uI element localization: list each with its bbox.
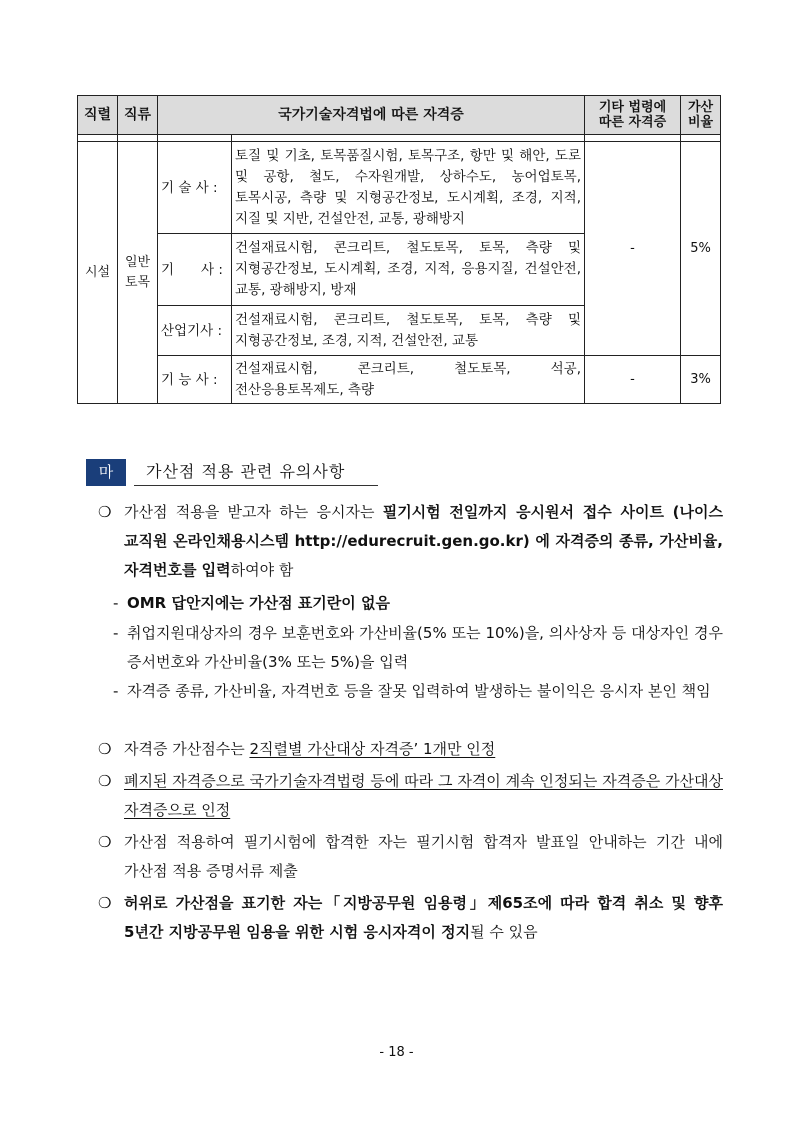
note-text: 될 수 있음 bbox=[470, 923, 538, 941]
cert-list: 토질 및 기초, 토목품질시험, 토목구조, 항만 및 해안, 도로 및 공항, 철도, 수자원개발, 상하수도, 농어업토목, 토목시공, 측량 및 지형공간정보, 도시계획, 조경, 지적, 지질 및 지반, 건설안전, 교통, 광해방지 bbox=[232, 142, 585, 234]
note-item bbox=[98, 498, 723, 585]
cell-other-cert: - bbox=[585, 142, 681, 356]
dash-marker: - bbox=[113, 624, 119, 642]
table-row bbox=[78, 356, 721, 404]
note-item bbox=[98, 889, 723, 947]
header-other-line1: 기타 법령에 bbox=[598, 100, 667, 115]
cell-other-cert: - bbox=[585, 356, 681, 404]
dash-marker: - bbox=[113, 594, 119, 612]
page-number: - 18 - bbox=[379, 1045, 414, 1060]
series-line2: 토목 bbox=[124, 274, 151, 290]
note-text: 자격증 가산점수는 bbox=[124, 740, 250, 758]
note-text-underlined: 폐지된 자격증으로 국가기술자격법령 등에 따라 그 자격이 계속 인정되는 자격증은 가산대상 자격증으로 인정 bbox=[124, 772, 723, 819]
note-text: 가산점 적용하여 필기시험에 합격한 자는 필기시험 합격자 발표일 안내하는 기간 내에 가산점 적용 증명서류 제출 bbox=[124, 833, 723, 880]
table-spacer-row bbox=[78, 135, 721, 142]
header-other-cert bbox=[585, 96, 681, 135]
note-text: 하여야 함 bbox=[230, 561, 294, 579]
bullet-circle-icon: ❍ bbox=[98, 503, 112, 521]
cert-list: 건설재료시험, 콘크리트, 철도토목, 토목, 측량 및 지형공간정보, 도시계획, 조경, 지적, 응용지질, 건설안전, 교통, 광해방지, 방재 bbox=[232, 234, 585, 306]
sub-note-item bbox=[113, 589, 723, 618]
cell-bonus-rate: 5% bbox=[681, 142, 721, 356]
cert-level-label: 기 능 사 : bbox=[158, 356, 232, 404]
section-title: 가산점 적용 관련 유의사항 bbox=[134, 459, 378, 486]
bullet-circle-icon: ❍ bbox=[98, 740, 112, 758]
header-series: 직류 bbox=[118, 96, 158, 135]
series-line1: 일반 bbox=[124, 254, 151, 270]
header-bonus-rate bbox=[681, 96, 721, 135]
dash-marker: - bbox=[113, 682, 119, 700]
section-badge: 마 bbox=[86, 459, 126, 486]
table-row bbox=[78, 142, 721, 234]
note-item bbox=[98, 767, 723, 825]
table-header-row bbox=[78, 96, 721, 135]
note-item bbox=[98, 828, 723, 886]
header-national-cert: 국가기술자격법에 따른 자격증 bbox=[158, 96, 585, 135]
sub-note-item bbox=[113, 619, 723, 677]
header-bonus-line1: 가산 bbox=[687, 100, 714, 115]
header-grade: 직렬 bbox=[78, 96, 118, 135]
header-bonus-line2: 비율 bbox=[687, 115, 714, 130]
cert-level-label: 기 술 사 : bbox=[158, 142, 232, 234]
note-item bbox=[98, 735, 723, 764]
cert-level-label: 기 사 : bbox=[158, 234, 232, 306]
header-other-line2: 따른 자격증 bbox=[598, 115, 667, 130]
note-text: 가산점 적용을 받고자 하는 응시자는 bbox=[124, 503, 383, 521]
sub-note-text: 취업지원대상자의 경우 보훈번호와 가산비율(5% 또는 10%)을, 의사상자 등 대상자인 경우 증서번호와 가산비율(3% 또는 5%)을 입력 bbox=[127, 624, 723, 671]
note-text-underlined: 2직렬별 가산대상 자격증’ 1개만 인정 bbox=[249, 740, 496, 758]
cert-list: 건설재료시험, 콘크리트, 철도토목, 토목, 측량 및 지형공간정보, 조경, 지적, 건설안전, 교통 bbox=[232, 306, 585, 356]
sub-note-text: 자격증 종류, 가산비율, 자격번호 등을 잘못 입력하여 발생하는 불이익은 응시자 본인 책임 bbox=[127, 682, 711, 700]
bullet-circle-icon: ❍ bbox=[98, 894, 112, 912]
sub-note-item bbox=[113, 677, 723, 706]
bullet-circle-icon: ❍ bbox=[98, 772, 112, 790]
cell-bonus-rate: 3% bbox=[681, 356, 721, 404]
cert-list: 건설재료시험, 콘크리트, 철도토목, 석공, 전산응용토목제도, 측량 bbox=[232, 356, 585, 404]
cert-level-label: 산업기사 : bbox=[158, 306, 232, 356]
note-text-bold: 필기시험 전일까지 응시원서 접수 사이트 (나이스 교직원 온라인채용시스템 http://edurecruit.gen.go.kr) 에 자격증의 종류, 가산비율, 자격번호를 입력 bbox=[124, 503, 723, 579]
sub-note-text: OMR 답안지에는 가산점 표기란이 없음 bbox=[127, 594, 390, 612]
cell-grade: 시설 bbox=[78, 142, 118, 404]
cell-series bbox=[118, 142, 158, 404]
bullet-circle-icon: ❍ bbox=[98, 833, 112, 851]
certificate-table bbox=[77, 95, 721, 404]
note-text-bold: 허위로 가산점을 표기한 자는「지방공무원 임용령」제65조에 따라 합격 취소 및 향후 5년간 지방공무원 임용을 위한 시험 응시자격이 정지 bbox=[124, 894, 723, 941]
